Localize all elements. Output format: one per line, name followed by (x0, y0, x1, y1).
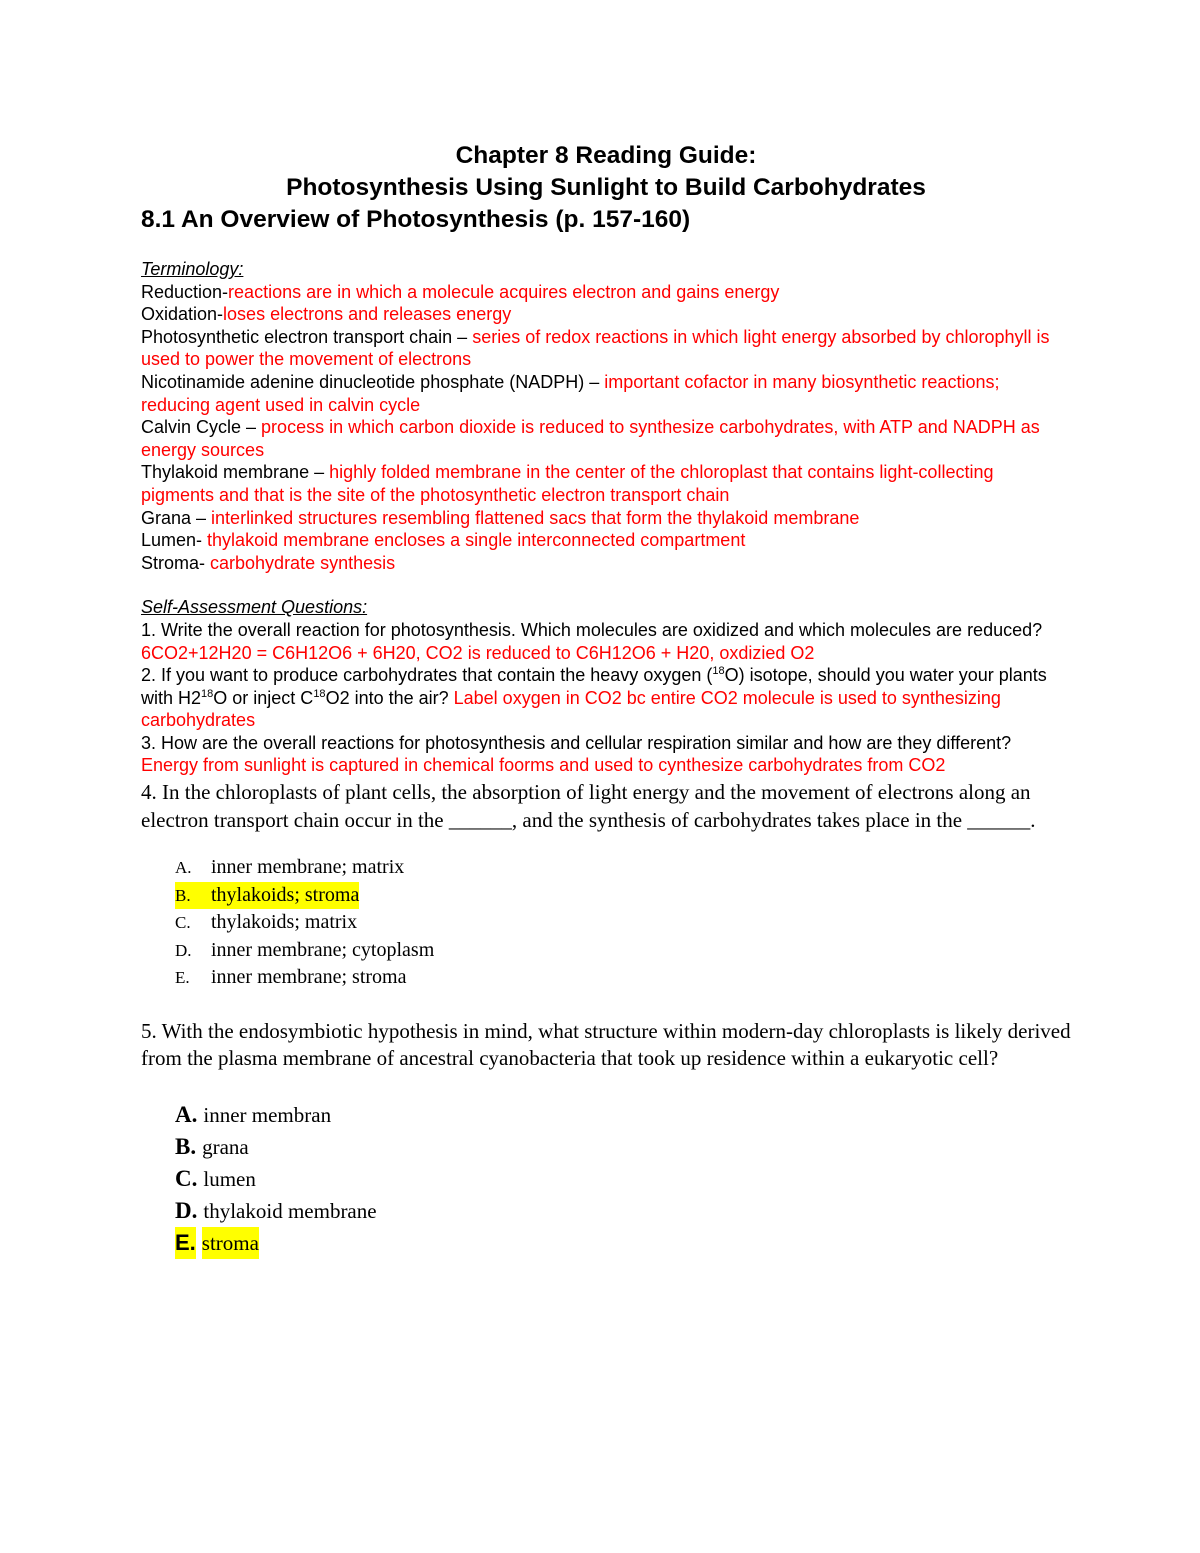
term-definition: highly folded membrane in the center of the chloroplast that contains light-collecting pigments and that is the site of the photosynthetic electron transport chain (141, 462, 994, 505)
question-1 (141, 619, 1071, 664)
option-text: grana (202, 1134, 249, 1159)
term-entry (141, 416, 1071, 461)
term: Photosynthetic electron transport chain – (141, 326, 473, 347)
term-definition: thylakoid membrane encloses a single interconnected compartment (207, 530, 746, 551)
option-text: thylakoids; stroma (211, 882, 359, 910)
term-entry (141, 281, 1071, 304)
option-text: thylakoids; matrix (211, 911, 358, 934)
terminology-label: Terminology: (141, 259, 244, 279)
question-text: O) isotope, should you water your plants with H2 (141, 665, 1047, 708)
option-letter: E. (175, 968, 190, 988)
option-a (141, 1099, 1071, 1131)
title-line-1: Chapter 8 Reading Guide: (455, 142, 757, 169)
term-entry (141, 552, 1071, 575)
option-d (141, 937, 1071, 965)
option-letter: B. (175, 1133, 197, 1159)
option-text: inner membrane; cytoplasm (211, 938, 435, 961)
term-entry (141, 507, 1071, 530)
term-definition: series of redox reactions in which light energy absorbed by chlorophyll is used to power the movement of electrons (141, 326, 1050, 370)
question-5: 5. With the endosymbiotic hypothesis in mind, what structure within modern-day chloroplasts is likely derived from the plasma membrane of ancestral cyanobacteria that took up residence within a eukaryotic cell? (141, 1018, 1071, 1071)
term: Thylakoid membrane – (141, 462, 330, 483)
document-body (141, 140, 1071, 1259)
question-text: 2. If you want to produce carbohydrates that contain the heavy oxygen ( (141, 665, 713, 686)
option-text: lumen (203, 1166, 256, 1191)
question-text: O2 into the air? (325, 687, 454, 708)
term-definition: interlinked structures resembling flattened sacs that form the thylakoid membrane (211, 507, 860, 528)
option-letter: A. (175, 858, 192, 878)
term: Lumen- (141, 530, 208, 551)
terminology-block (141, 258, 1071, 574)
question-4: 4. In the chloroplasts of plant cells, the absorption of light energy and the movement of electrons along an electron transport chain occur in the ______, and the synthesis of carbohydrates takes place in the ______. (141, 780, 1036, 832)
term: Grana – (141, 507, 212, 528)
question-4-options (141, 854, 1071, 992)
option-letter: D. (175, 1197, 198, 1223)
option-letter: C. (175, 913, 191, 933)
question-text: O or inject C (213, 687, 314, 708)
option-text: inner membran (203, 1102, 332, 1127)
question-5-options (141, 1099, 1071, 1259)
option-text: stroma (202, 1227, 259, 1259)
answer-text: Label oxygen in CO2 bc entire CO2 molecule is used to synthesizing carbohydrates (141, 687, 1001, 731)
term-entry (141, 303, 1071, 326)
term: Oxidation- (141, 304, 224, 325)
option-letter: E. (175, 1227, 196, 1259)
term: Nicotinamide adenine dinucleotide phosphate (NADPH) – (141, 371, 605, 392)
option-letter: A. (175, 1101, 198, 1127)
option-c (141, 1163, 1071, 1195)
term-entry (141, 529, 1071, 552)
option-text: inner membrane; matrix (211, 856, 405, 879)
self-assessment-label: Self-Assessment Questions: (141, 597, 368, 618)
self-assessment-block (141, 596, 1071, 777)
term-definition: important cofactor in many biosynthetic reactions; reducing agent used in calvin cycle (141, 371, 1000, 415)
term-definition: process in which carbon dioxide is reduced to synthesize carbohydrates, with ATP and NADPH as energy sources (141, 417, 1040, 460)
option-a (141, 854, 1071, 882)
option-c (141, 909, 1071, 937)
term: Stroma- (141, 552, 211, 573)
question-2 (141, 664, 1071, 732)
superscript: 18 (201, 687, 214, 700)
option-d (141, 1195, 1071, 1227)
section-heading: 8.1 An Overview of Photosynthesis (p. 157-160) (141, 206, 691, 233)
question-3 (141, 732, 1071, 777)
option-text: inner membrane; stroma (211, 966, 407, 989)
option-letter: D. (175, 940, 192, 960)
question-text: 3. How are the overall reactions for photosynthesis and cellular respiration similar and how are they different? (141, 732, 1012, 753)
option-b-selected (141, 882, 1071, 910)
option-e-selected (141, 1227, 1071, 1259)
term-definition: reactions are in which a molecule acquires electron and gains energy (228, 281, 780, 302)
option-letter: B. (175, 882, 211, 910)
option-text: thylakoid membrane (203, 1198, 377, 1223)
superscript: 18 (313, 687, 326, 700)
option-e (141, 964, 1071, 992)
option-letter: C. (175, 1165, 198, 1191)
term: Calvin Cycle – (141, 417, 262, 438)
term-entry (141, 461, 1071, 506)
question-text: 1. Write the overall reaction for photosynthesis. Which molecules are oxidized and which molecules are reduced? (141, 619, 1043, 640)
superscript: 18 (712, 665, 725, 678)
term-definition: loses electrons and releases energy (223, 304, 512, 325)
term-entry (141, 371, 1071, 416)
term-definition: carbohydrate synthesis (210, 552, 396, 573)
term-entry (141, 326, 1071, 371)
term: Reduction- (141, 281, 229, 302)
option-b (141, 1131, 1071, 1163)
answer-text: 6CO2+12H20 = C6H12O6 + 6H20, CO2 is reduced to C6H12O6 + H20, oxdizied O2 (141, 642, 815, 663)
title-line-2: Photosynthesis Using Sunlight to Build Carbohydrates (286, 174, 926, 201)
answer-text: Energy from sunlight is captured in chemical foorms and used to cynthesize carbohydrates from CO2 (141, 755, 946, 776)
